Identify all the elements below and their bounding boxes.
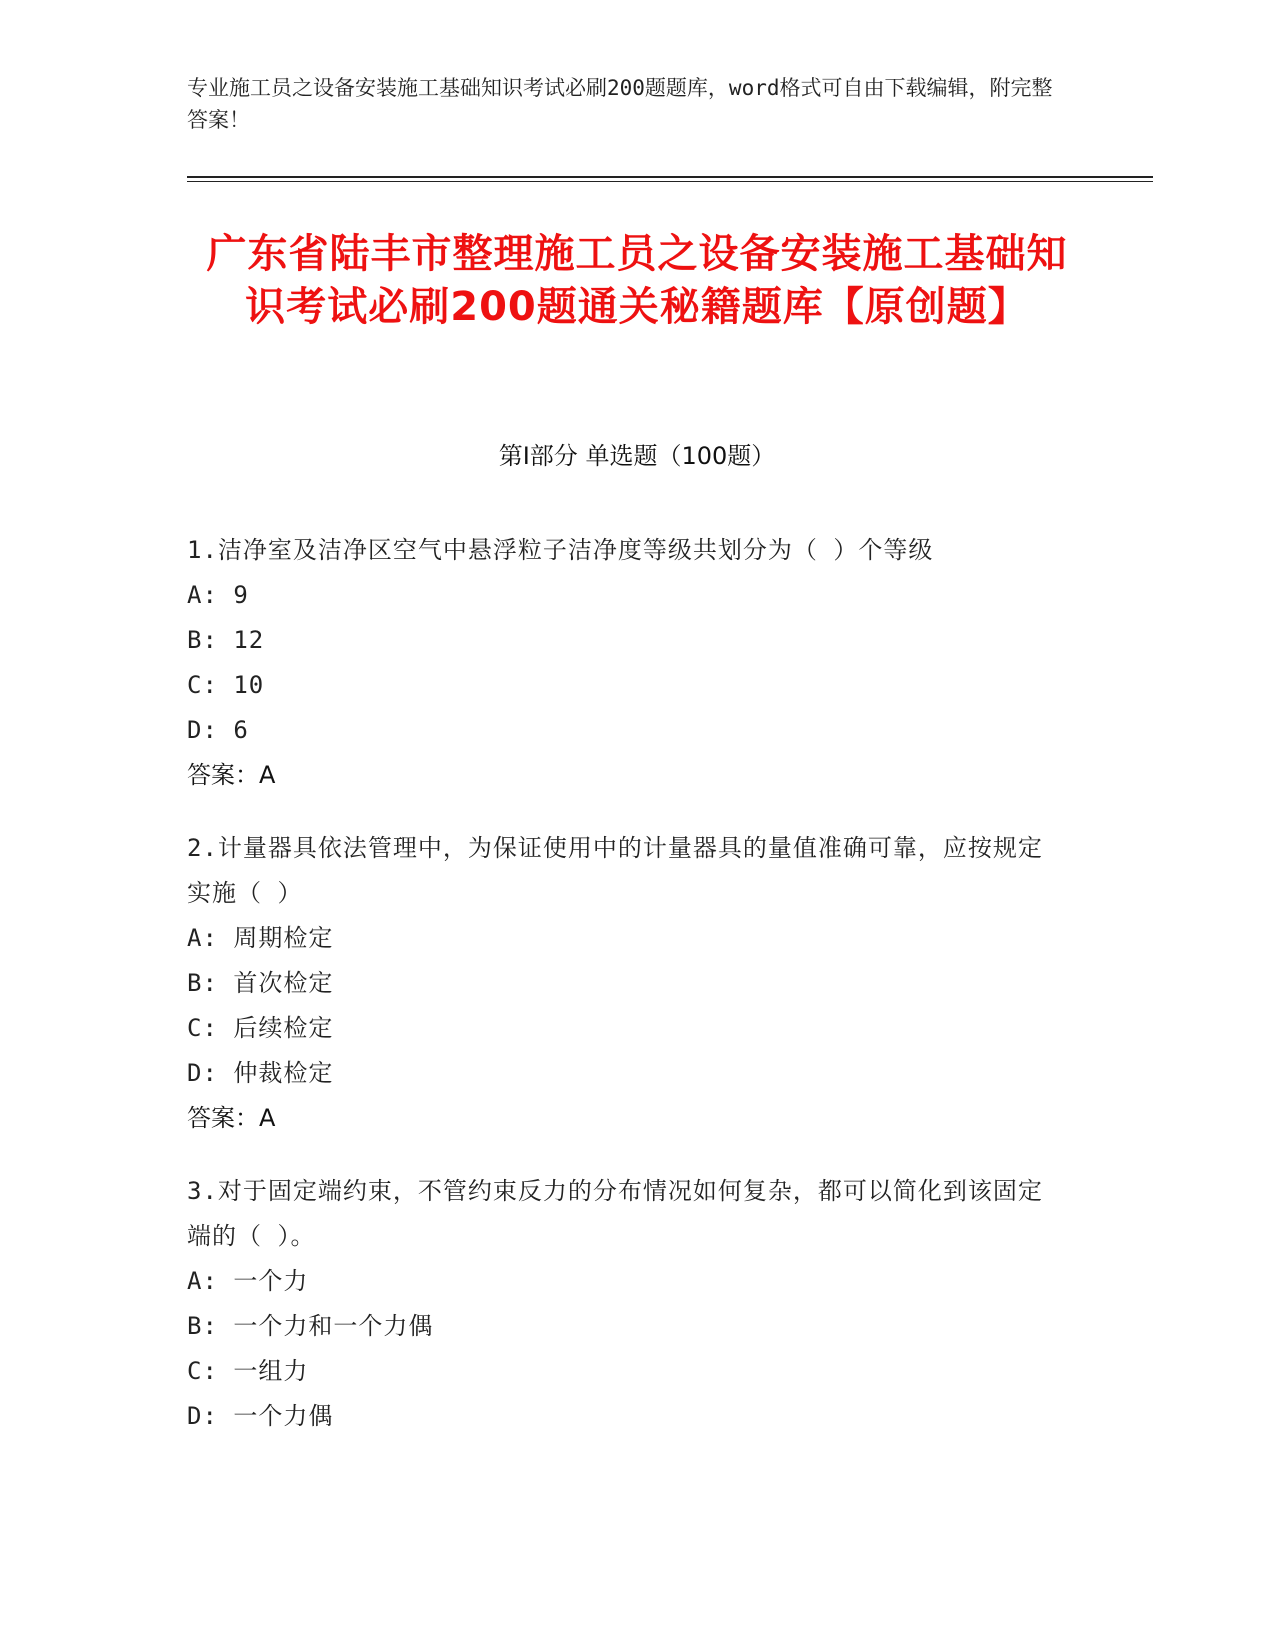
question-2 xyxy=(187,826,1067,1141)
section-title: 第I部分 单选题（100题） xyxy=(498,442,776,470)
option-d: D: 一个力偶 xyxy=(187,1402,334,1430)
question-list xyxy=(187,528,1067,1467)
option-b: B: 首次检定 xyxy=(187,969,334,997)
header-note: 专业施工员之设备安装施工基础知识考试必刷200题题库，word格式可自由下载编辑，附完整答案！ xyxy=(187,76,1053,132)
option-c: C: 后续检定 xyxy=(187,1014,334,1042)
option-c: C: 一组力 xyxy=(187,1357,309,1385)
header-divider-thin xyxy=(187,181,1153,182)
question-stem: 1.洁净室及洁净区空气中悬浮粒子洁净度等级共划分为（ ）个等级 xyxy=(187,536,934,564)
document-title: 广东省陆丰市整理施工员之设备安装施工基础知识考试必刷200题通关秘籍题库【原创题】 xyxy=(206,231,1068,330)
option-a: A: 周期检定 xyxy=(187,924,334,952)
question-stem: 3.对于固定端约束，不管约束反力的分布情况如何复杂，都可以简化到该固定端的（ ）。 xyxy=(187,1177,1043,1250)
option-d: D: 仲裁检定 xyxy=(187,1059,334,1087)
question-stem: 2.计量器具依法管理中，为保证使用中的计量器具的量值准确可靠，应按规定实施（ ） xyxy=(187,834,1043,907)
header-divider-thick xyxy=(187,176,1153,178)
answer: 答案：A xyxy=(187,1104,276,1132)
option-c: C: 10 xyxy=(187,671,265,699)
option-b: B: 一个力和一个力偶 xyxy=(187,1312,434,1340)
option-a: A: 9 xyxy=(187,581,249,609)
option-b: B: 12 xyxy=(187,626,265,654)
answer: 答案：A xyxy=(187,761,276,789)
question-3 xyxy=(187,1169,1067,1439)
option-d: D: 6 xyxy=(187,716,249,744)
question-1 xyxy=(187,528,1067,798)
option-a: A: 一个力 xyxy=(187,1267,309,1295)
